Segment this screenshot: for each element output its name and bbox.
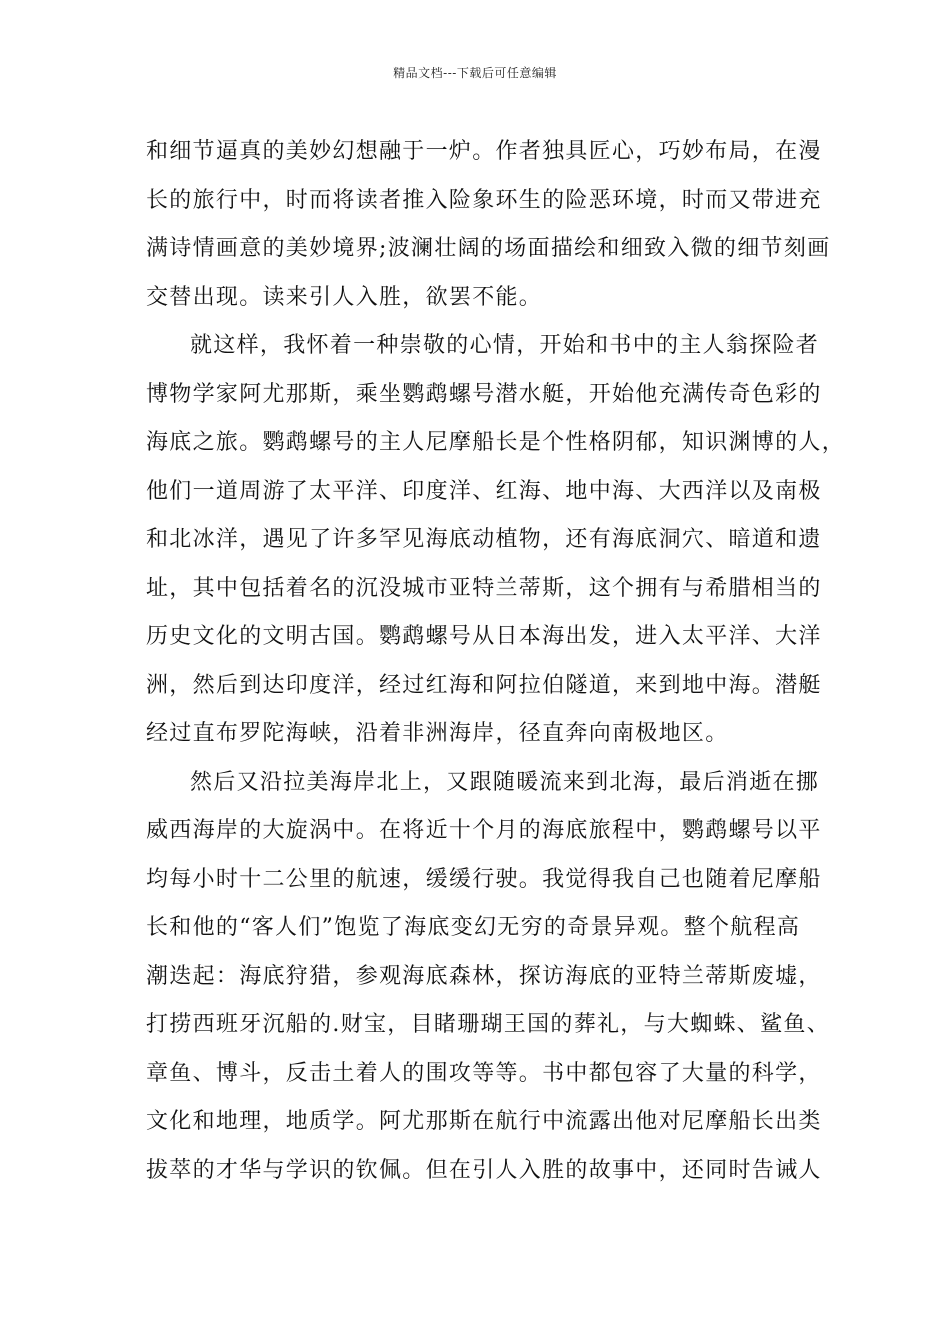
document-body bbox=[146, 128, 846, 1195]
text-line: 海底之旅。鹦鹉螺号的主人尼摩船长是个性格阴郁，知识渊博的人， bbox=[146, 430, 846, 455]
text-line: 均每小时十二公里的航速，缓缓行驶。我觉得我自己也随着尼摩船 bbox=[146, 866, 822, 892]
text-line: 章鱼、博斗，反击土着人的围攻等等。书中都包容了大量的科学， bbox=[146, 1060, 822, 1086]
paragraph-2 bbox=[146, 322, 846, 759]
paragraph-1 bbox=[146, 128, 831, 322]
text-line: 经过直布罗陀海峡，沿着非洲海岸，径直奔向南极地区。 bbox=[146, 721, 729, 746]
text-line: 交替出现。读来引人入胜，欲罢不能。 bbox=[146, 284, 543, 310]
text-line: 就这样，我怀着一种崇敬的心情，开始和书中的主人翁探险者 bbox=[190, 333, 820, 358]
text-line: 潮迭起：海底狩猎，参观海底森林，探访海底的亚特兰蒂斯废墟， bbox=[146, 963, 822, 989]
text-line: 历史文化的文明古国。鹦鹉螺号从日本海出发，进入太平洋、大洋 bbox=[146, 624, 822, 649]
text-line: 长和他的“客人们”饱览了海底变幻无穷的奇景异观。整个航程高 bbox=[146, 915, 801, 940]
text-line: 文化和地理，地质学。阿尤那斯在航行中流露出他对尼摩船长出类 bbox=[146, 1109, 822, 1134]
page-header: 精品文档---下载后可任意编辑 bbox=[393, 66, 557, 80]
text-line: 长的旅行中，时而将读者推入险象环生的险恶环境，时而又带进充 bbox=[146, 187, 822, 213]
text-line: 和细节逼真的美妙幻想融于一炉。作者独具匠心，巧妙布局，在漫 bbox=[146, 139, 822, 164]
text-line: 博物学家阿尤那斯，乘坐鹦鹉螺号潜水艇，开始他充满传奇色彩的 bbox=[146, 381, 822, 407]
text-line: 拔萃的才华与学识的钦佩。但在引人入胜的故事中，还同时告诫人 bbox=[146, 1157, 822, 1183]
text-line: 他们一道周游了太平洋、印度洋、红海、地中海、大西洋以及南极 bbox=[146, 478, 822, 504]
text-line: 威西海岸的大旋涡中。在将近十个月的海底旅程中，鹦鹉螺号以平 bbox=[146, 818, 822, 843]
text-line: 满诗情画意的美妙境界;波澜壮阔的场面描绘和细致入微的细节刻画 bbox=[146, 236, 831, 261]
text-line: 洲，然后到达印度洋，经过红海和阿拉伯隧道，来到地中海。潜艇 bbox=[146, 672, 822, 698]
text-line: 然后又沿拉美海岸北上，又跟随暖流来到北海，最后消逝在挪 bbox=[190, 769, 820, 795]
paragraph-3 bbox=[146, 759, 830, 1196]
text-line: 址，其中包括着名的沉没城市亚特兰蒂斯，这个拥有与希腊相当的 bbox=[146, 575, 822, 601]
text-line: 打捞西班牙沉船的.财宝，目睹珊瑚王国的葬礼，与大蜘蛛、鲨鱼、 bbox=[146, 1012, 830, 1037]
text-line: 和北冰洋，遇见了许多罕见海底动植物，还有海底洞穴、暗道和遗 bbox=[146, 527, 822, 552]
